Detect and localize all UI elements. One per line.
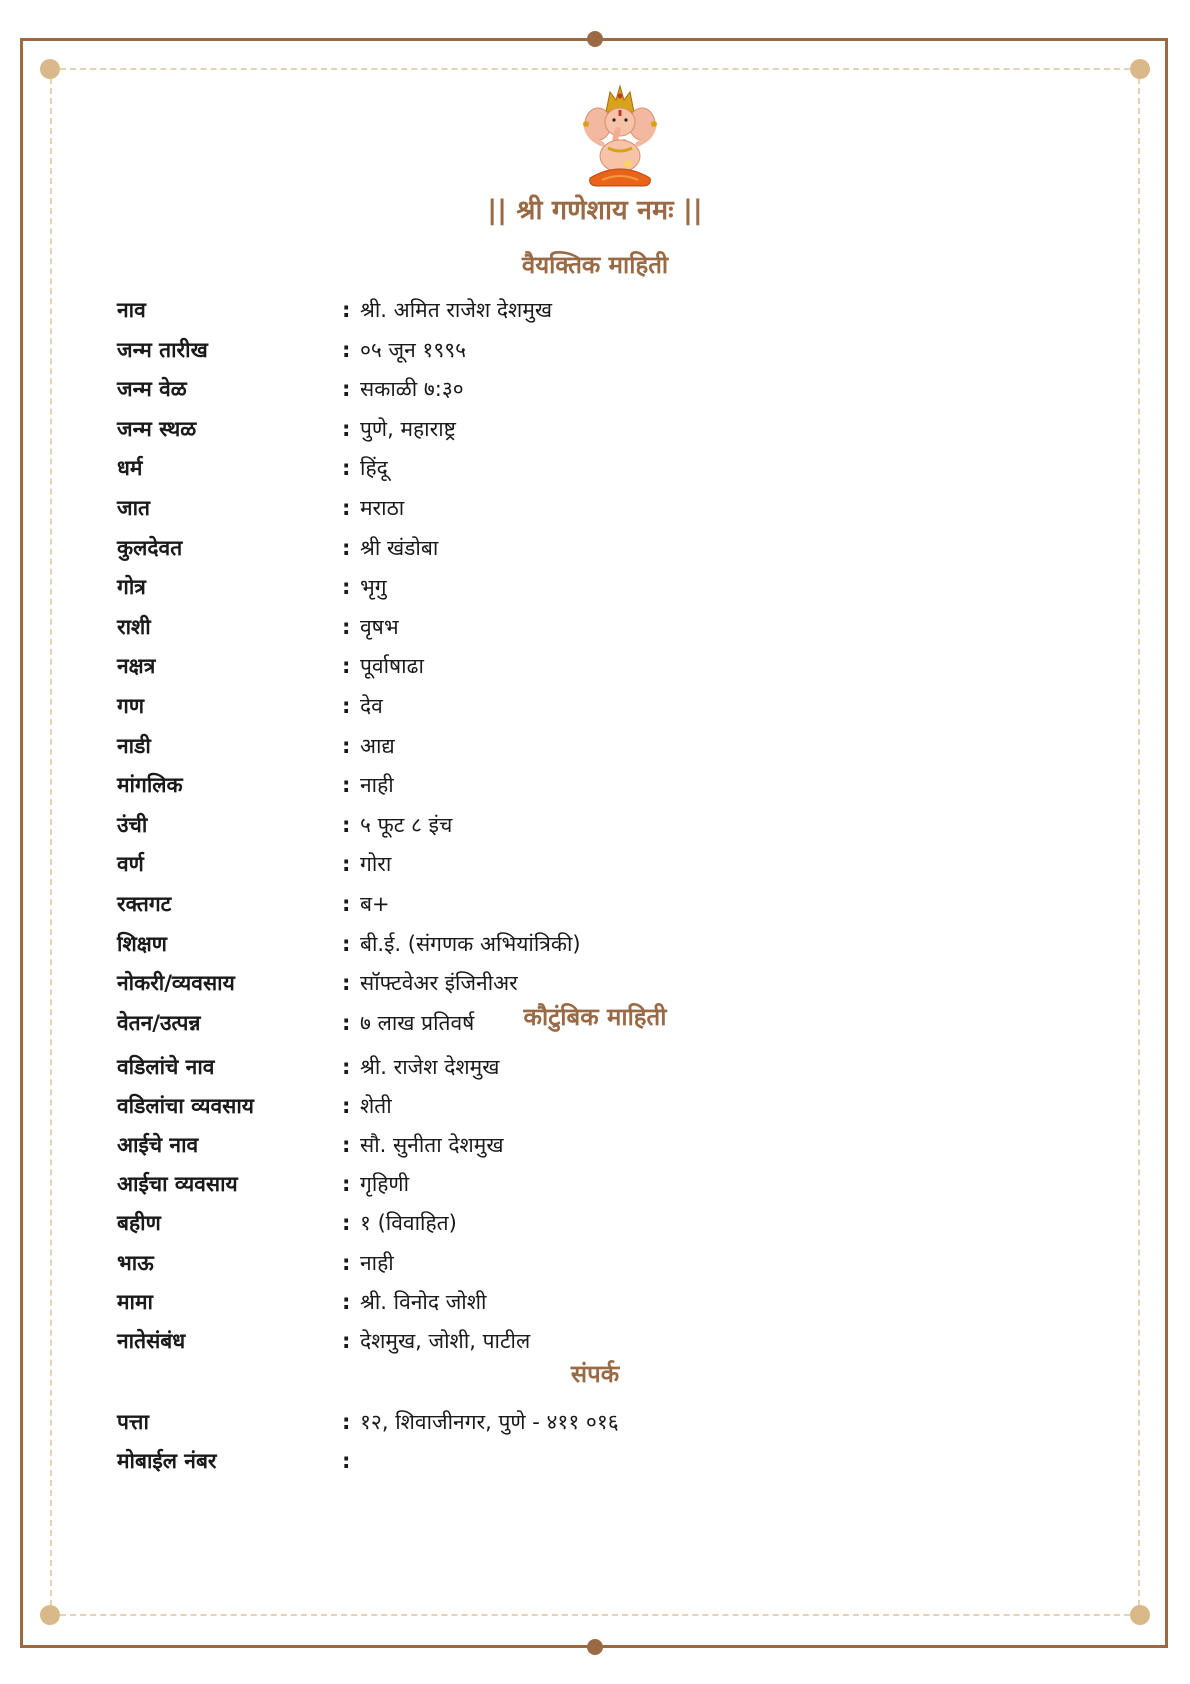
info-value: श्री. विनोद जोशी <box>360 1289 487 1314</box>
info-label: नातेसंबंध <box>117 1328 186 1353</box>
info-value: वृषभ <box>360 614 399 639</box>
info-label: नाव <box>117 298 146 322</box>
corner-dot-top-right <box>1130 59 1150 79</box>
info-value: ब+ <box>360 892 390 916</box>
info-value: १ (विवाहित) <box>360 1211 457 1236</box>
separator-colon: : <box>342 298 351 322</box>
info-value: हिंदू <box>360 456 388 481</box>
info-label: पत्ता <box>117 1410 149 1434</box>
info-value: देशमुख, जोशी, पाटील <box>360 1328 531 1353</box>
separator-colon: : <box>342 1211 351 1236</box>
separator-colon: : <box>342 1328 351 1353</box>
info-label: वडिलांचा व्यवसाय <box>117 1094 254 1119</box>
separator-colon: : <box>342 931 351 956</box>
info-label: धर्म <box>117 456 143 481</box>
info-value: नाही <box>360 1250 394 1275</box>
separator-colon: : <box>342 496 351 520</box>
separator-colon: : <box>342 416 351 441</box>
info-value: बी.ई. (संगणक अभियांत्रिकी) <box>360 931 581 956</box>
separator-colon: : <box>342 535 351 560</box>
separator-colon: : <box>342 1172 351 1197</box>
invocation-title: || श्री गणेशाय नमः || <box>487 195 703 226</box>
info-value: गृहिणी <box>360 1172 410 1197</box>
info-value: श्री. अमित राजेश देशमुख <box>360 298 553 322</box>
info-label: गोत्र <box>117 575 146 600</box>
top-center-dot <box>587 31 603 47</box>
section-title-family: कौटुंबिक माहिती <box>523 1003 667 1031</box>
separator-colon: : <box>342 575 351 600</box>
info-label: नक्षत्र <box>117 654 156 679</box>
info-label: उंची <box>117 812 148 837</box>
info-label: जन्म वेळ <box>117 377 187 402</box>
separator-colon: : <box>342 456 351 481</box>
info-label: जन्म स्थळ <box>117 416 197 441</box>
info-value: सॉफ्टवेअर इंजिनीअर <box>360 971 518 996</box>
corner-dot-bottom-right <box>1130 1605 1150 1625</box>
info-label: जन्म तारीख <box>117 337 208 362</box>
info-value: गोरा <box>360 852 392 877</box>
info-value: मराठा <box>360 496 405 520</box>
info-label: भाऊ <box>117 1250 154 1275</box>
info-value: ५ फूट ८ इंच <box>360 812 453 837</box>
info-value: १२, शिवाजीनगर, पुणे - ४११ ०१६ <box>360 1410 619 1434</box>
info-value: भृगु <box>360 575 387 600</box>
corner-dot-top-left <box>40 59 60 79</box>
info-value: पुणे, महाराष्ट्र <box>360 416 456 441</box>
info-label: वडिलांचे नाव <box>117 1055 215 1079</box>
info-value: सकाळी ७:३० <box>360 377 464 402</box>
info-label: शिक्षण <box>117 931 167 956</box>
info-label: नोकरी/व्यवसाय <box>117 971 235 996</box>
separator-colon: : <box>342 614 351 639</box>
info-label: गण <box>117 694 145 718</box>
info-label: कुलदेवत <box>117 535 183 560</box>
separator-colon: : <box>342 1289 351 1314</box>
separator-colon: : <box>342 733 351 758</box>
separator-colon: : <box>342 654 351 679</box>
info-value: आद्य <box>360 733 395 758</box>
info-label: राशी <box>117 614 151 639</box>
info-label: रक्तगट <box>117 892 172 916</box>
separator-colon: : <box>342 1410 351 1434</box>
separator-colon: : <box>342 377 351 402</box>
separator-colon: : <box>342 971 351 996</box>
info-label: वर्ण <box>117 852 144 877</box>
info-value: शेती <box>360 1094 392 1119</box>
info-label: मोबाईल नंबर <box>117 1449 217 1473</box>
info-label: वेतन/उत्पन्न <box>117 1010 201 1035</box>
info-value: नाही <box>360 773 394 798</box>
info-value: श्री. राजेश देशमुख <box>360 1055 500 1079</box>
info-label: मामा <box>117 1289 153 1314</box>
info-value: ७ लाख प्रतिवर्ष <box>360 1010 475 1035</box>
info-value: पूर्वाषाढा <box>360 654 424 679</box>
info-value: देव <box>360 694 383 718</box>
separator-colon: : <box>342 812 351 837</box>
info-value: ०५ जून १९९५ <box>360 337 467 362</box>
separator-colon: : <box>342 694 351 718</box>
separator-colon: : <box>342 1250 351 1275</box>
ganesha-icon <box>572 82 668 190</box>
separator-colon: : <box>342 892 351 916</box>
separator-colon: : <box>342 337 351 362</box>
separator-colon: : <box>342 1449 351 1473</box>
separator-colon: : <box>342 1133 351 1158</box>
info-label: आईचा व्यवसाय <box>117 1172 238 1197</box>
info-value: सौ. सुनीता देशमुख <box>360 1133 504 1158</box>
separator-colon: : <box>342 1094 351 1119</box>
separator-colon: : <box>342 1055 351 1079</box>
separator-colon: : <box>342 1010 351 1035</box>
separator-colon: : <box>342 773 351 798</box>
bottom-center-dot <box>587 1639 603 1655</box>
info-label: बहीण <box>117 1211 161 1236</box>
info-label: जात <box>117 496 150 520</box>
separator-colon: : <box>342 852 351 877</box>
info-value: श्री खंडोबा <box>360 535 439 560</box>
section-title-contact: संपर्क <box>570 1360 620 1388</box>
info-label: नाडी <box>117 733 151 758</box>
corner-dot-bottom-left <box>40 1605 60 1625</box>
info-label: आईचे नाव <box>117 1133 199 1158</box>
section-title-personal: वैयक्तिक माहिती <box>521 251 669 279</box>
info-label: मांगलिक <box>117 773 183 798</box>
